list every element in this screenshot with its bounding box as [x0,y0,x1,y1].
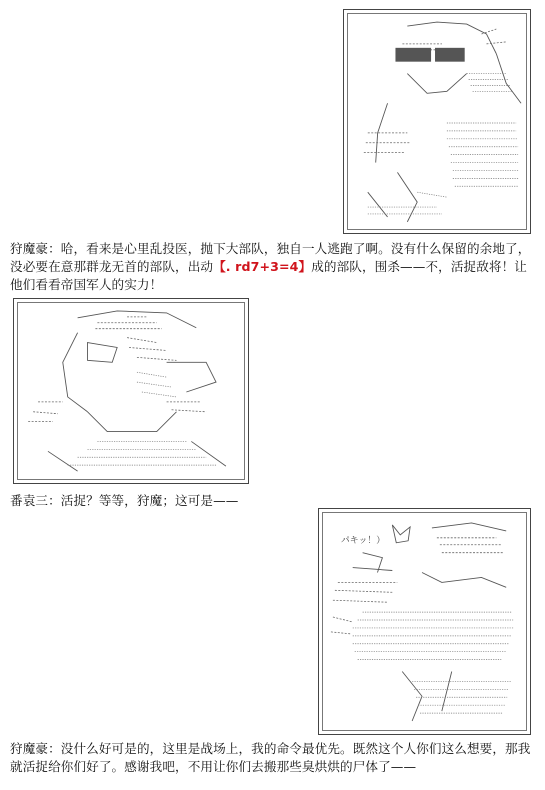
dialogue-3 [10,740,536,776]
ascii-art-2 [18,303,244,479]
ascii-art-1 [348,14,526,229]
dice-roll-highlight: 【. rd7+3=4】 [213,259,312,274]
manga-panel-3 [318,508,531,735]
panel-3-frame [322,512,527,731]
manga-panel-1 [343,9,531,234]
dialogue-text: 活捉？等等，狩魔；这可是—— [60,493,239,508]
dialogue-1 [10,240,536,294]
sound-effect-text: パキッ！） [340,535,386,546]
manga-panel-2 [13,298,249,484]
speaker-name: 狩魔豪： [10,741,61,756]
dialogue-text: 没什么好可是的，这里是战场上，我的命令最优先。既然这个人你们这么想要，那我就活捉给你们好了。感谢我吧，不用让你们去搬那些臭烘烘的尸体了—— [10,741,531,774]
panel-1-frame [347,13,527,230]
speaker-name: 番袁三： [10,493,61,508]
dialogue-text-continued: 成的部队，围杀——不，活捉敌将！让他们看看帝国军人的实力！ [10,259,527,292]
speaker-name: 狩魔豪： [10,241,61,256]
ascii-art-3 [323,513,526,730]
panel-2-frame [17,302,245,480]
dialogue-text: 哈，看来是心里乱投医，抛下大部队，独自一人逃跑了啊。没有什么保留的余地了，没必要在意那群龙无首的部队，出动 [10,241,531,274]
